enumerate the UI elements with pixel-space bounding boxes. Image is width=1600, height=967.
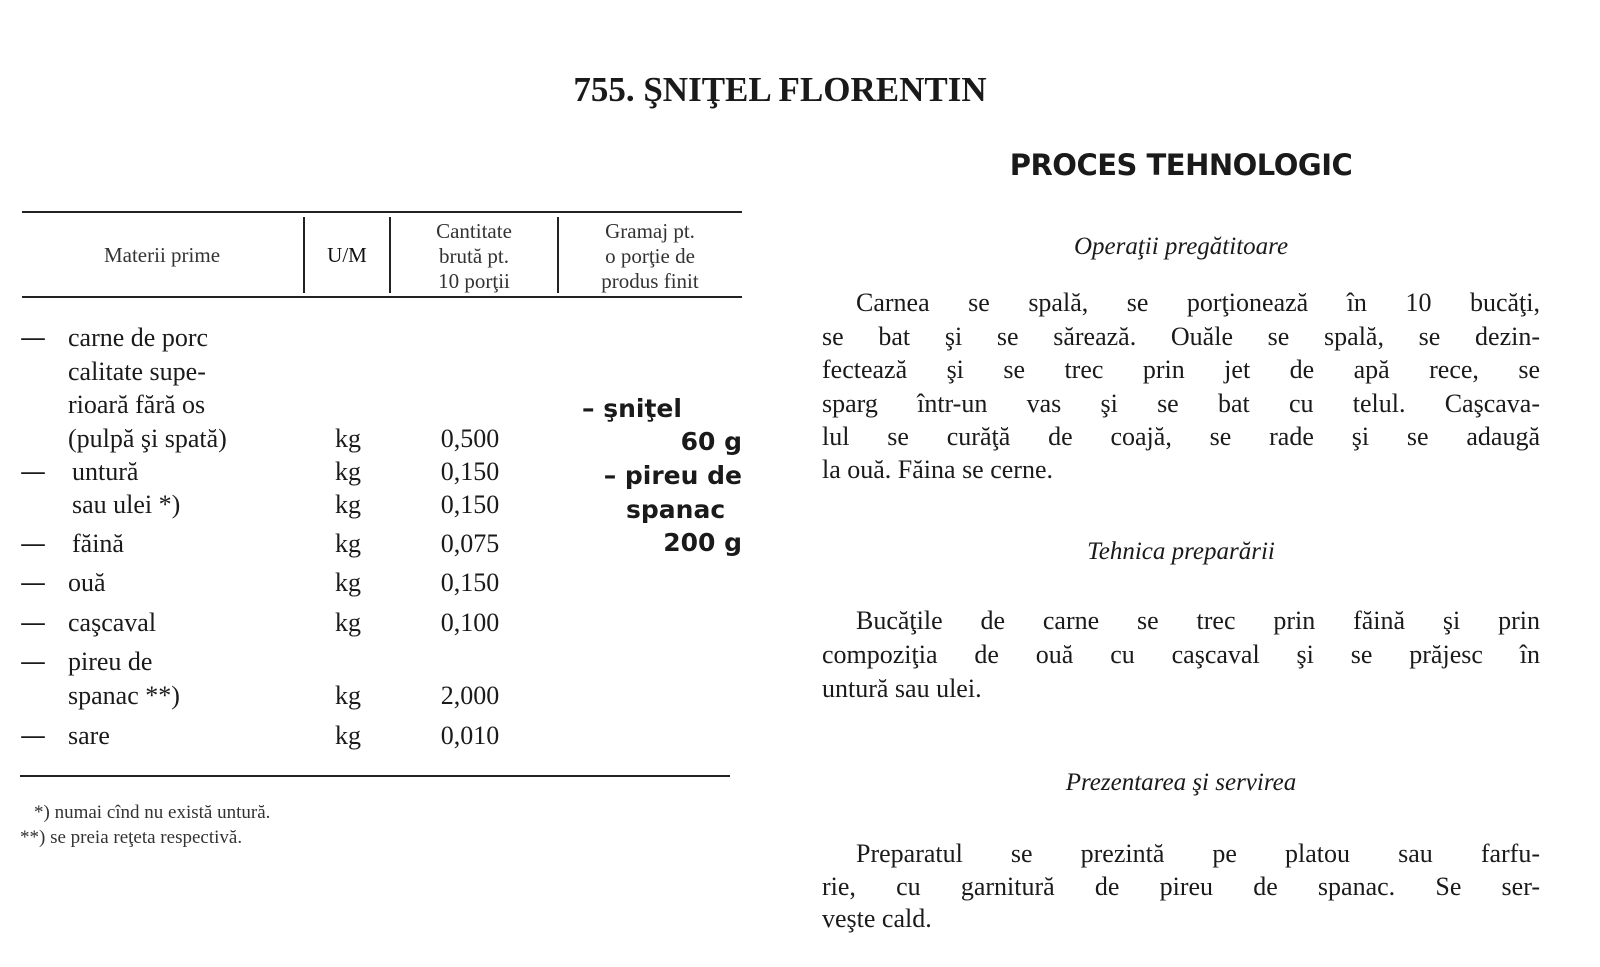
table-bottom-rule — [20, 775, 730, 777]
ingredient-unit: kg — [335, 529, 361, 558]
ingredient-unit: kg — [335, 608, 361, 637]
row-dash: — — [20, 457, 46, 487]
recipe-title: 755. ŞNIŢEL FLORENTIN — [573, 70, 987, 109]
ingredient-name: pireu de — [68, 647, 153, 676]
ingredient-name: (pulpă şi spată) — [68, 424, 227, 453]
text-line: untură sau ulei. — [822, 674, 982, 703]
ingredient-unit: kg — [335, 490, 361, 519]
table-top-rule — [22, 211, 742, 213]
ingredient-name: făină — [72, 529, 124, 558]
header-unit: U/M — [327, 243, 367, 267]
row-dash: — — [20, 608, 46, 638]
ingredient-name: untură — [72, 457, 139, 486]
section-title: Tehnica preparării — [1087, 538, 1275, 565]
row-dash: — — [20, 529, 46, 559]
header-quantity — [391, 219, 557, 294]
footnote: *) numai cînd nu există untură. — [34, 802, 271, 823]
ingredient-name: spanac **) — [68, 681, 180, 710]
text-line: sparg într-un vas şi se bat cu telul. Caşcava- — [822, 389, 1540, 418]
ingredient-unit: kg — [335, 424, 361, 453]
text-line: Preparatul se prezintă pe platou sau farfu- — [856, 839, 1540, 868]
ingredient-unit: kg — [335, 721, 361, 750]
ingredient-name: sau ulei *) — [72, 490, 181, 519]
header-line: produs finit — [601, 269, 699, 293]
portion-line: 200 g — [663, 528, 742, 557]
header-line: o porţie de — [605, 244, 695, 268]
ingredient-name: sare — [68, 721, 110, 750]
text-line: compoziţia de ouă cu caşcaval şi se prăjesc în — [822, 640, 1540, 669]
ingredient-name: ouă — [68, 568, 106, 597]
portion-line: – şniţel — [582, 394, 682, 423]
ingredient-unit: kg — [335, 681, 361, 710]
ingredient-qty: 0,500 — [440, 424, 500, 453]
row-dash: — — [20, 721, 46, 751]
section-title: Operaţii pregătitoare — [1073, 233, 1289, 260]
ingredient-name: carne de porc — [68, 323, 209, 352]
portion-line: spanac — [626, 495, 726, 524]
header-line: 10 porţii — [438, 269, 510, 293]
ingredient-unit: kg — [335, 457, 361, 486]
ingredient-unit: kg — [335, 568, 361, 597]
row-dash: — — [20, 568, 46, 598]
ingredient-qty: 0,010 — [440, 721, 500, 750]
ingredient-qty: 0,150 — [440, 568, 500, 597]
text-line: rie, cu garnitură de pireu de spanac. Se ser- — [822, 872, 1540, 901]
ingredient-name: rioară fără os — [68, 390, 206, 419]
text-line: fectează şi se trec prin jet de apă rece, se — [822, 355, 1540, 384]
ingredient-qty: 0,075 — [440, 529, 500, 558]
row-dash: — — [20, 647, 46, 677]
ingredient-qty: 2,000 — [440, 681, 500, 710]
text-line: se bat şi se sărează. Ouăle se spală, se dezin- — [822, 322, 1540, 351]
section-title: Prezentarea şi servirea — [1065, 769, 1297, 796]
ingredient-qty: 0,150 — [440, 457, 500, 486]
table-header-rule — [22, 296, 742, 298]
header-line: brută pt. — [439, 244, 509, 268]
ingredient-qty: 0,150 — [440, 490, 500, 519]
footnote: **) se preia reţeta respectivă. — [20, 827, 243, 848]
text-line: veşte cald. — [822, 904, 932, 933]
text-line: Carnea se spală, se porţionează în 10 bucăţi, — [856, 288, 1540, 317]
portion-line: 60 g — [680, 427, 742, 456]
text-line: la ouă. Făina se cerne. — [822, 455, 1054, 484]
portion-line: – pireu de — [603, 461, 742, 490]
ingredient-name: calitate supe- — [68, 357, 206, 386]
header-line: Cantitate — [436, 219, 512, 243]
row-dash: — — [20, 323, 46, 353]
text-line: lul se curăţă de coajă, se rade şi se adaugă — [822, 422, 1540, 451]
header-portion — [559, 219, 741, 294]
process-heading: PROCES TEHNOLOGIC — [1009, 148, 1353, 182]
header-line: Gramaj pt. — [605, 219, 695, 243]
header-materials: Materii prime — [103, 243, 221, 267]
text-line: Bucăţile de carne se trec prin făină şi prin — [856, 606, 1540, 635]
ingredient-qty: 0,100 — [440, 608, 500, 637]
ingredient-name: caşcaval — [68, 608, 157, 637]
